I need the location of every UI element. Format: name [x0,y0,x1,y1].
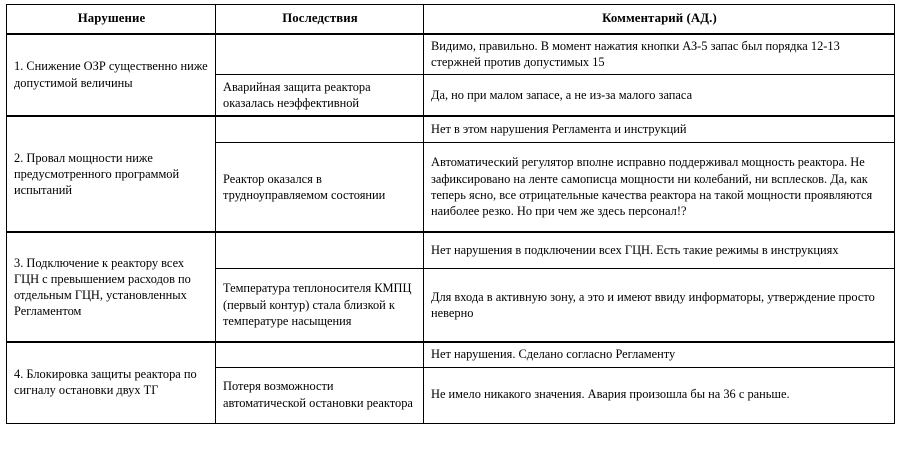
comment-cell-3-1: Нет нарушения в подключении всех ГЦН. Есть такие режимы в инструкциях [424,232,895,268]
comment-cell-2-1: Нет в этом нарушения Регламента и инструкций [424,116,895,142]
violations-table [6,4,895,424]
consequence-cell-3-1 [216,232,424,268]
column-header-comment: Комментарий (АД.) [424,5,895,34]
violation-cell-4: 4. Блокировка защиты реактора по сигналу остановки двух ТГ [7,342,216,423]
consequence-cell-1-2: Аварийная защита реактора оказалась неэффективной [216,74,424,116]
table-body [7,34,895,423]
comment-cell-4-1: Нет нарушения. Сделано согласно Регламенту [424,342,895,367]
consequence-cell-4-2: Потеря возможности автоматической остановки реактора [216,367,424,423]
comment-cell-1-1: Видимо, правильно. В момент нажатия кнопки АЗ-5 запас был порядка 12-13 стержней против допустимых 15 [424,34,895,75]
comment-cell-2-2: Автоматический регулятор вполне исправно поддерживал мощность реактора. Не зафиксировано на ленте самописца мощности ни колебаний, ни всплесков. Да, как теперь ясно, все отрицательные качества реактора на такой мощности проявляются наиболее резко. Но при чем же здесь персонал!? [424,142,895,232]
column-header-violation: Нарушение [7,5,216,34]
table-header-row [7,5,895,34]
table-row [7,116,895,142]
violation-cell-2: 2. Провал мощности ниже предусмотренного программой испытаний [7,116,216,232]
comment-cell-1-2: Да, но при малом запасе, а не из-за малого запаса [424,74,895,116]
comment-cell-3-2: Для входа в активную зону, а это и имеют ввиду информаторы, утверждение просто неверно [424,268,895,342]
violation-cell-3: 3. Подключение к реактору всех ГЦН с превышением расходов по отдельным ГЦН, установленных Регламентом [7,232,216,342]
consequence-cell-2-1 [216,116,424,142]
column-header-consequence: Последствия [216,5,424,34]
table-row [7,34,895,75]
consequence-cell-2-2: Реактор оказался в трудноуправляемом состоянии [216,142,424,232]
table-row [7,342,895,367]
table-row [7,232,895,268]
consequence-cell-1-1 [216,34,424,75]
comment-cell-4-2: Не имело никакого значения. Авария произошла бы на 36 с раньше. [424,367,895,423]
table-header [7,5,895,34]
consequence-cell-3-2: Температура теплоносителя КМПЦ (первый контур) стала близкой к температуре насыщения [216,268,424,342]
consequence-cell-4-1 [216,342,424,367]
violation-cell-1: 1. Снижение ОЗР существенно ниже допустимой величины [7,34,216,117]
